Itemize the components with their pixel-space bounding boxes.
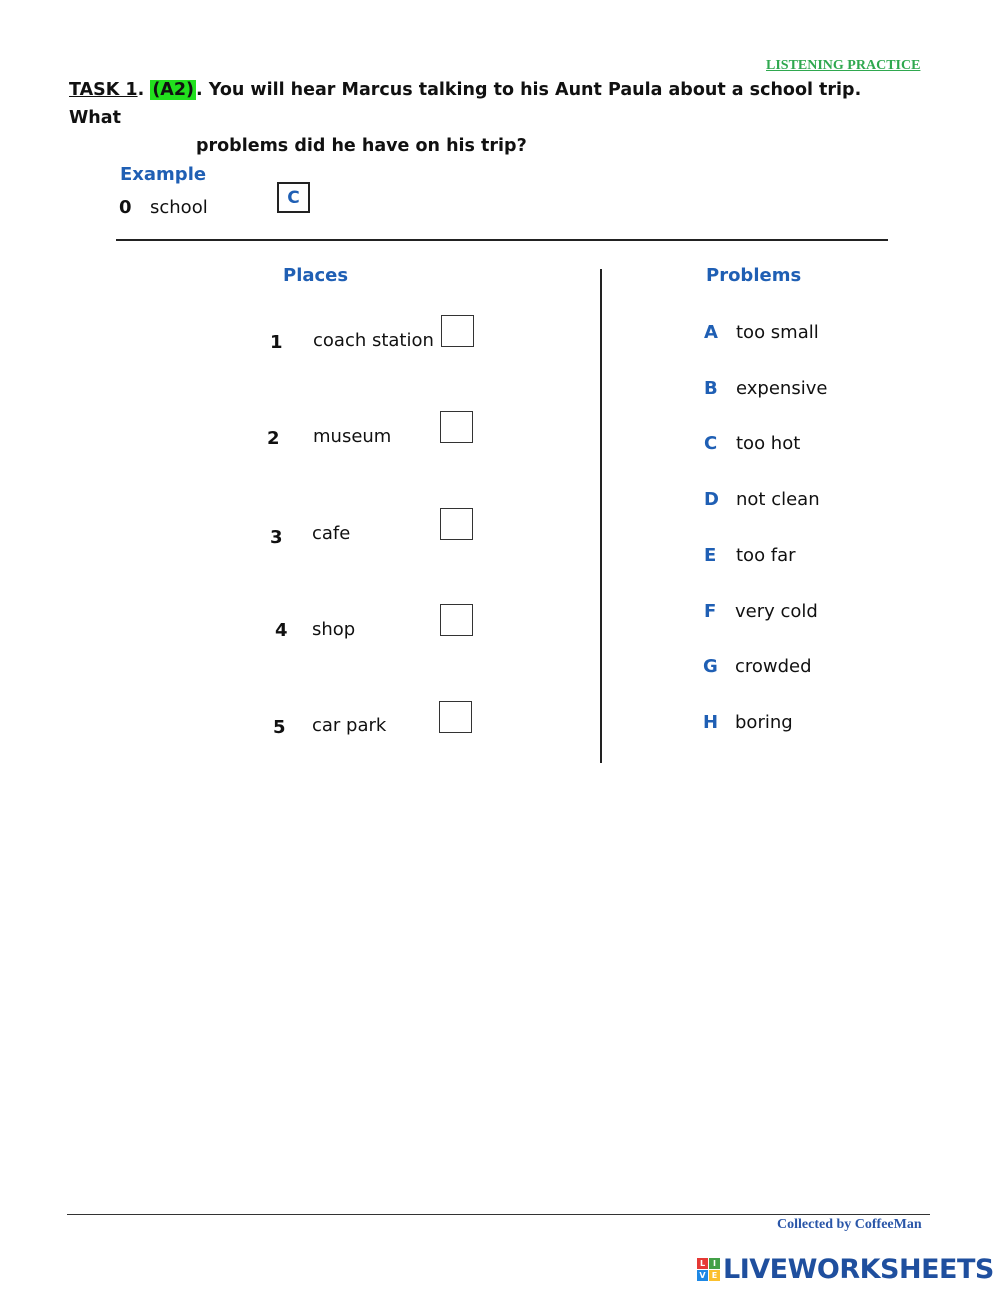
problem-letter: D: [704, 489, 719, 510]
level-badge: (A2): [152, 80, 195, 100]
task-line1: . You will hear Marcus talking to his Aunt Paula about a school trip. What: [69, 80, 862, 128]
problem-text: too small: [736, 322, 819, 343]
problem-letter: F: [704, 601, 717, 622]
example-number: 0: [119, 197, 132, 218]
brand-logo-icon: [697, 1258, 720, 1281]
task-instruction: [69, 76, 909, 160]
header-title: LISTENING PRACTICE: [766, 58, 921, 73]
problem-text: very cold: [735, 601, 818, 622]
brand-icon-cell: I: [709, 1258, 720, 1269]
answer-box-1[interactable]: [441, 315, 474, 347]
place-number: 1: [270, 332, 283, 353]
column-divider: [600, 269, 602, 763]
problem-text: boring: [735, 712, 793, 733]
problem-letter: B: [704, 378, 718, 399]
problem-text: too far: [736, 545, 796, 566]
problem-text: expensive: [736, 378, 828, 399]
task-line2: problems did he have on his trip?: [196, 136, 527, 156]
place-number: 5: [273, 717, 286, 738]
problem-text: crowded: [735, 656, 812, 677]
section-divider: [116, 239, 888, 241]
problem-letter: E: [704, 545, 717, 566]
place-word: cafe: [312, 523, 351, 544]
example-word: school: [150, 197, 208, 218]
brand-name: LIVEWORKSHEETS: [723, 1254, 994, 1285]
place-word: shop: [312, 619, 356, 640]
brand-icon-cell: L: [697, 1258, 708, 1269]
problems-heading: Problems: [706, 265, 802, 286]
problem-text: not clean: [736, 489, 820, 510]
liveworksheets-brand[interactable]: [697, 1254, 994, 1285]
problem-letter: G: [703, 656, 718, 677]
brand-icon-cell: V: [697, 1270, 708, 1281]
footer-divider: [67, 1214, 930, 1215]
problem-letter: H: [703, 712, 719, 733]
task-label: TASK 1: [69, 80, 138, 100]
places-heading: Places: [283, 265, 349, 286]
collected-by: Collected by CoffeeMan: [777, 1217, 922, 1232]
answer-box-5[interactable]: [439, 701, 472, 733]
problem-letter: C: [704, 433, 718, 454]
problem-text: too hot: [736, 433, 801, 454]
place-word: coach station: [313, 330, 434, 351]
place-number: 3: [270, 527, 283, 548]
place-number: 2: [267, 428, 280, 449]
problem-letter: A: [704, 322, 718, 343]
answer-box-4[interactable]: [440, 604, 473, 636]
place-number: 4: [275, 620, 288, 641]
place-word: car park: [312, 715, 387, 736]
task-dot: .: [137, 80, 151, 100]
example-heading: Example: [120, 164, 207, 185]
example-answer-box: C: [277, 182, 310, 213]
brand-icon-cell: E: [709, 1270, 720, 1281]
answer-box-2[interactable]: [440, 411, 473, 443]
place-word: museum: [313, 426, 392, 447]
answer-box-3[interactable]: [440, 508, 473, 540]
